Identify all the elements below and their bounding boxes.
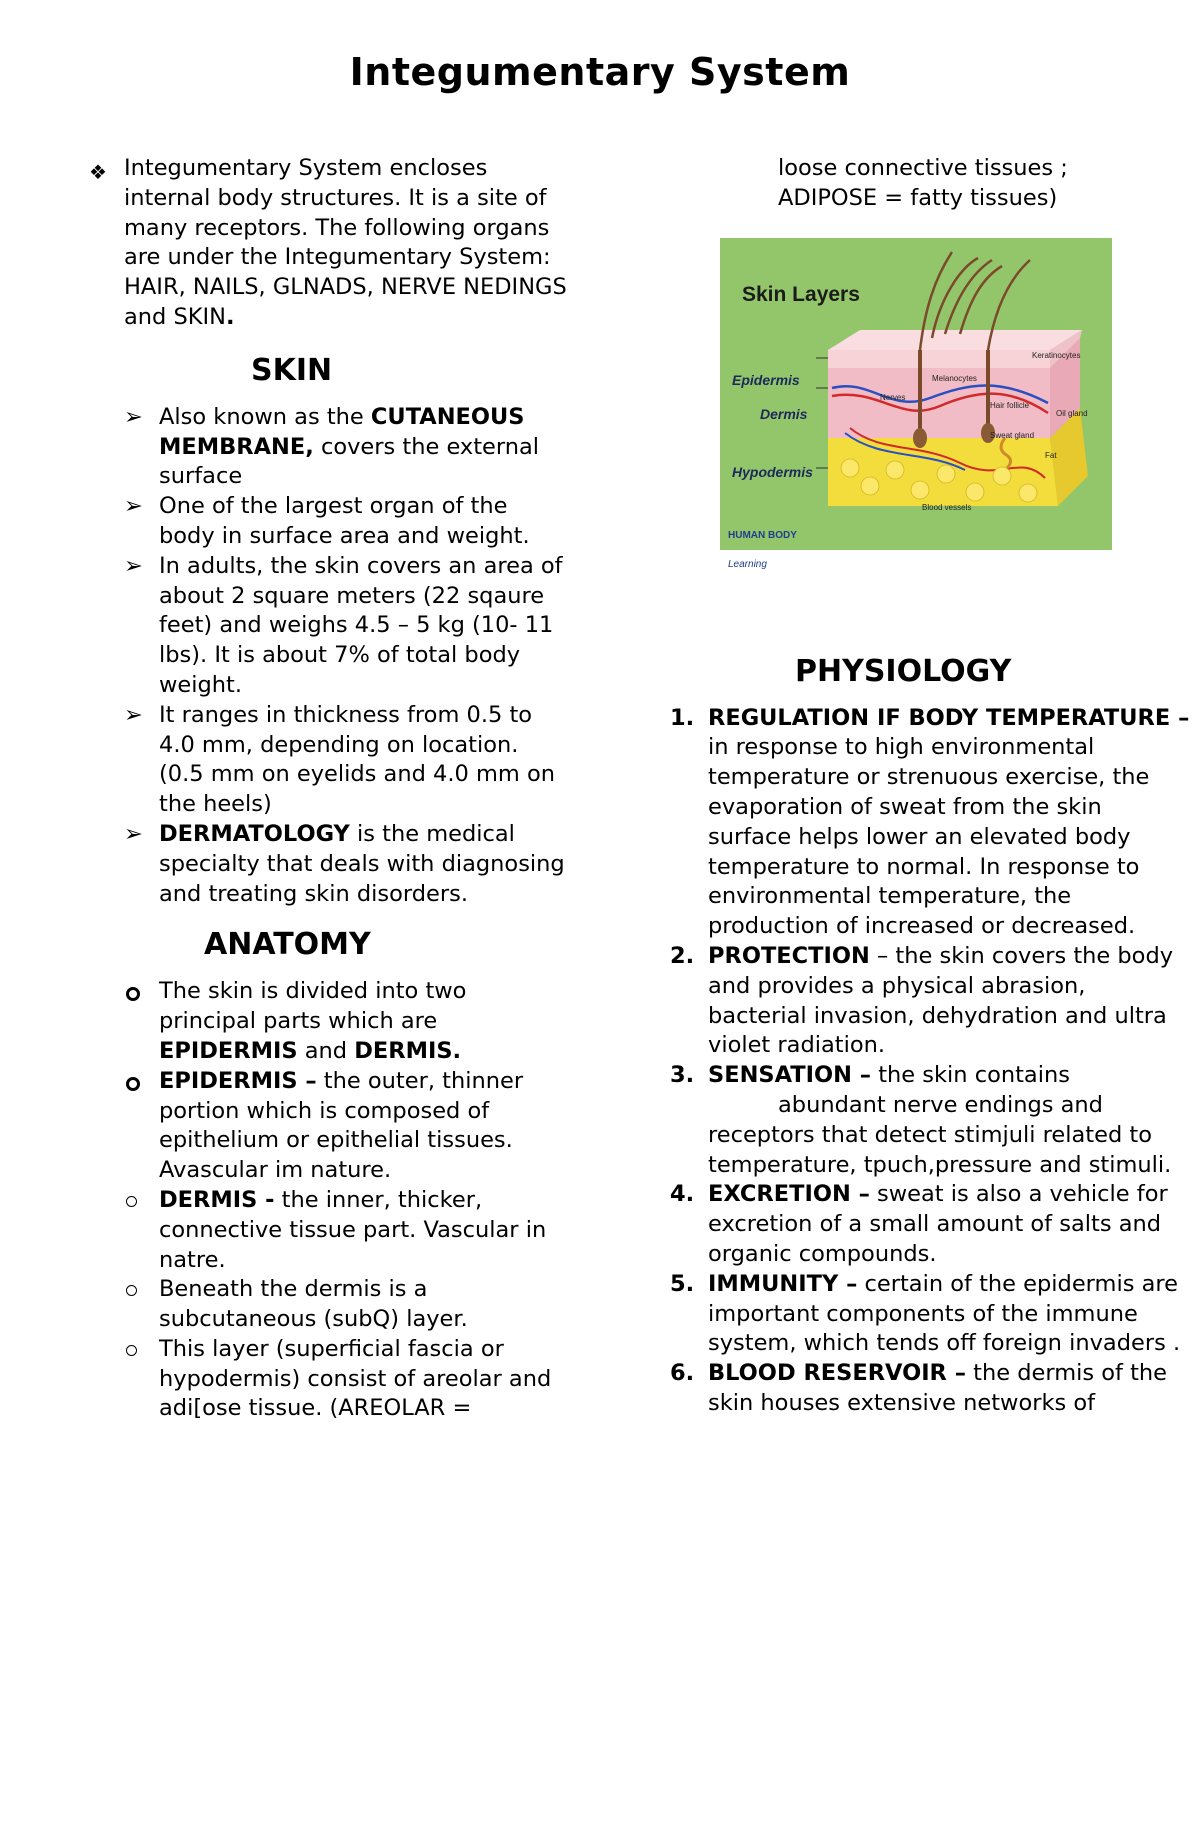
list-item: [90, 492, 570, 552]
figure-title: Skin Layers: [742, 282, 860, 306]
item-text: sweat is also a vehicle for excretion of a small amount of salts and organic compounds.: [708, 1181, 1168, 1267]
fat-label: Fat: [1045, 450, 1057, 460]
item-bold: IMMUNITY –: [708, 1270, 858, 1297]
diamond-bullet-icon: ❖: [89, 160, 107, 184]
physiology-heading: PHYSIOLOGY: [795, 653, 1012, 689]
item-number: 4.: [670, 1181, 695, 1208]
item-text: the outer, thinner portion which is composed of epithelium or epithelial tissues. Avascular im nature.: [159, 1067, 524, 1184]
dermis-label: Dermis: [760, 405, 808, 422]
skin-heading: SKIN: [251, 352, 333, 388]
page-title: Integumentary System: [349, 50, 851, 94]
item-number: 2.: [670, 942, 695, 969]
list-item: [90, 1186, 570, 1275]
list-item: [90, 403, 570, 492]
item-text: The skin is divided into two principal parts which are: [159, 978, 467, 1035]
item-number: 3.: [670, 1062, 695, 1089]
filled-circle-bullet-icon: [126, 977, 140, 1010]
brand-line: Learning: [728, 559, 767, 571]
physiology-list: [670, 704, 1190, 1419]
item-bold: REGULATION IF BODY TEMPERATURE –: [708, 704, 1190, 731]
oil-gland-label: Oil gland: [1056, 408, 1088, 418]
right-column: [670, 154, 1190, 1419]
list-item: [670, 1180, 1190, 1269]
list-item: [670, 942, 1190, 1061]
item-bold: EPIDERMIS –: [159, 1067, 317, 1094]
item-text: Also known as the: [159, 403, 371, 430]
left-column: [90, 154, 570, 1424]
hollow-circle-bullet-icon: [126, 1186, 137, 1216]
sweat-gland-label: Sweat gland: [990, 430, 1035, 440]
hollow-circle-bullet-icon: [126, 1335, 137, 1365]
list-item: [90, 977, 570, 1066]
hair-follicle-label: Hair follicle: [990, 400, 1030, 410]
intro-text: Integumentary System encloses internal body structures. It is a site of many receptors. The following organs are under the Integumentary System: HAIR, NAILS, GLNADS, NERVE NEDINGS and SKIN: [124, 155, 567, 330]
item-text: One of the largest organ of the body in surface area and weight.: [159, 493, 530, 549]
item-text: is the medical specialty that deals with diagnosing and treating skin disorders.: [159, 820, 565, 907]
item-text: the dermis of the skin houses extensive networks of: [708, 1360, 1168, 1416]
list-item: [670, 1061, 1190, 1180]
item-text: Beneath the dermis is a subcutaneous (subQ) layer.: [159, 1276, 468, 1333]
item-bold: BLOOD RESERVOIR –: [708, 1360, 966, 1387]
list-item: [670, 704, 1190, 942]
brand-line: HUMAN BODY: [728, 529, 797, 541]
melanocytes-label: Melanocytes: [932, 373, 977, 383]
item-bold: SENSATION –: [708, 1062, 872, 1089]
arrow-bullet-icon: ➢: [124, 552, 143, 579]
arrow-bullet-icon: ➢: [124, 493, 143, 520]
list-item: [90, 1067, 570, 1186]
list-item: [90, 820, 570, 909]
hollow-circle-bullet-icon: [126, 1275, 137, 1305]
item-text: In adults, the skin covers an area of about 2 square meters (22 sqaure feet) and weighs 4.5 – 5 kg (10- 11 lbs). It is about 7% of total body weight.: [159, 552, 563, 698]
item-number: 1.: [670, 704, 695, 731]
hypodermis-label: Hypodermis: [732, 463, 813, 480]
keratinocytes-label: Keratinocytes: [1032, 350, 1081, 360]
item-text: the skin contains: [871, 1062, 1070, 1089]
intro-paragraph: [90, 154, 570, 333]
continuation-line: ADIPOSE = fatty tissues): [778, 184, 1058, 211]
epidermis-label: Epidermis: [732, 371, 800, 388]
item-text: – the skin covers the body and provides a physical abrasion, bacterial invasion, dehydration and ultra violet radiation.: [708, 942, 1174, 1059]
list-item: [90, 1275, 570, 1335]
item-bold: DERMATOLOGY: [159, 820, 350, 847]
arrow-bullet-icon: ➢: [124, 701, 143, 728]
item-number: 5.: [670, 1270, 695, 1297]
item-text: abundant nerve endings and receptors that detect stimjuli related to temperature, tpuch,pressure and stimuli.: [708, 1091, 1172, 1178]
item-bold: EXCRETION –: [708, 1181, 870, 1208]
list-item: [670, 1270, 1190, 1359]
continuation-text: [670, 154, 1190, 214]
nerves-label: Nerves: [880, 392, 906, 402]
list-item: [670, 1359, 1190, 1419]
item-bold: PROTECTION: [708, 942, 870, 969]
list-item: [90, 552, 570, 701]
filled-circle-bullet-icon: [126, 1067, 140, 1100]
item-number: 6.: [670, 1360, 695, 1387]
item-text: This layer (superficial fascia or hypodermis) consist of areolar and adi[ose tissue. (AREOLAR =: [159, 1335, 552, 1422]
figure-brand-logo: [728, 521, 797, 581]
item-text: in response to high environmental temperature or strenuous exercise, the evaporation of sweat from the skin surface helps lower an elevated body temperature to normal. In response to environmental temperature, the production of increased or decreased.: [708, 734, 1150, 940]
item-bold: DERMIS.: [354, 1037, 462, 1064]
item-text: covers the external surface: [159, 433, 540, 490]
arrow-bullet-icon: ➢: [124, 820, 143, 847]
anatomy-list: [90, 977, 570, 1424]
item-bold: CUTANEOUS MEMBRANE,: [159, 403, 525, 460]
anatomy-heading: ANATOMY: [204, 927, 371, 963]
intro-end: .: [226, 303, 235, 330]
skin-list: [90, 403, 570, 910]
arrow-bullet-icon: ➢: [124, 403, 143, 430]
item-text: certain of the epidermis are important components of the immune system, which tends off foreign invaders .: [708, 1270, 1181, 1357]
skin-layers-figure: [720, 238, 1112, 571]
blood-vessels-label: Blood vessels: [922, 502, 972, 512]
item-text: and: [297, 1037, 355, 1064]
item-bold: DERMIS -: [159, 1186, 275, 1213]
item-text: It ranges in thickness from 0.5 to 4.0 mm, depending on location. (0.5 mm on eyelids and 4.0 mm on the heels): [159, 701, 555, 818]
item-text: the inner, thicker, connective tissue part. Vascular in natre.: [159, 1186, 547, 1273]
continuation-line: loose connective tissues ;: [778, 155, 1068, 181]
list-item: [90, 1335, 570, 1424]
list-item: [90, 701, 570, 820]
item-bold: EPIDERMIS: [159, 1037, 298, 1064]
